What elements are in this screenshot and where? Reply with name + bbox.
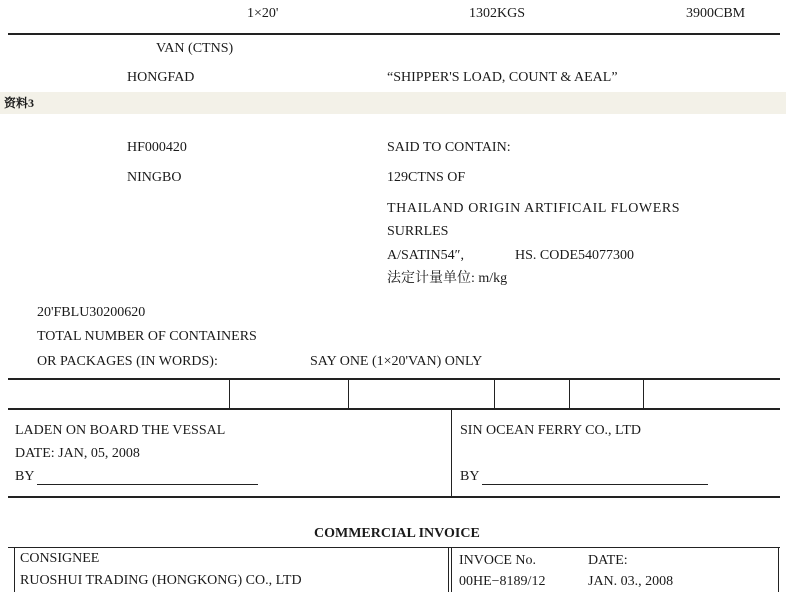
- invoice-divider-double: [451, 548, 452, 592]
- said-to-contain: SAID TO CONTAIN:: [387, 140, 511, 155]
- bill-bottom-line: [8, 496, 780, 498]
- mark-order-no: HF000420: [127, 140, 187, 155]
- shipping-mark: HONGFAD: [127, 70, 195, 85]
- invoice-no-value: 00HE−8189/12: [459, 574, 546, 589]
- consignee-value: RUOSHUI TRADING (HONGKONG) CO., LTD: [20, 573, 302, 588]
- laden-signature-line: [37, 484, 258, 485]
- laden-by-label: BY: [15, 469, 35, 484]
- grid-top-line: [8, 378, 780, 380]
- grid-divider: [348, 379, 349, 408]
- carrier-signature-line: [482, 484, 708, 485]
- container-count: 1×20': [247, 6, 279, 21]
- invoice-date-label: DATE:: [588, 553, 628, 568]
- carrier-name: SIN OCEAN FERRY CO., LTD: [460, 423, 641, 438]
- top-divider: [8, 33, 780, 35]
- laden-on-board-title: LADEN ON BOARD THE VESSAL: [15, 423, 226, 438]
- grid-divider: [494, 379, 495, 408]
- invoice-right-border: [778, 548, 779, 592]
- laden-date: DATE: JAN, 05, 2008: [15, 446, 140, 461]
- invoice-left-border: [14, 548, 15, 592]
- measurement: 3900CBM: [686, 6, 746, 21]
- invoice-divider: [448, 548, 449, 592]
- total-in-words: SAY ONE (1×20'VAN) ONLY: [310, 354, 483, 369]
- section-divider: [451, 409, 452, 496]
- quantity-line: 129CTNS OF: [387, 170, 466, 185]
- goods-spec: A/SATIN54″,: [387, 248, 464, 263]
- grid-bottom-line: [8, 408, 780, 410]
- grid-divider: [643, 379, 644, 408]
- grid-divider: [569, 379, 570, 408]
- gross-weight: 1302KGS: [469, 6, 526, 21]
- total-label-line-1: TOTAL NUMBER OF CONTAINERS: [37, 329, 257, 344]
- side-label-band: [0, 92, 786, 114]
- mark-port: NINGBO: [127, 170, 182, 185]
- commercial-invoice-title: COMMERCIAL INVOICE: [314, 526, 480, 541]
- carrier-by-label: BY: [460, 469, 480, 484]
- van-ctns: VAN (CTNS): [156, 41, 234, 56]
- invoice-no-label: INVOCE No.: [459, 553, 536, 568]
- total-label-line-2: OR PACKAGES (IN WORDS):: [37, 354, 218, 369]
- consignee-label: CONSIGNEE: [20, 551, 100, 566]
- invoice-date-value: JAN. 03., 2008: [588, 574, 674, 589]
- side-label: 资料3: [4, 96, 35, 110]
- goods-line-2: SURRLES: [387, 224, 449, 239]
- hs-code: HS. CODE54077300: [515, 248, 635, 263]
- shipper-load-clause: “SHIPPER'S LOAD, COUNT & AEAL”: [387, 70, 618, 85]
- container-number: 20'FBLU30200620: [37, 305, 146, 320]
- grid-divider: [229, 379, 230, 408]
- goods-line-1: THAILAND ORIGIN ARTIFICAIL FLOWERS: [387, 201, 681, 216]
- invoice-top-line: [8, 547, 780, 548]
- legal-unit: 法定计量单位: m/kg: [387, 271, 508, 286]
